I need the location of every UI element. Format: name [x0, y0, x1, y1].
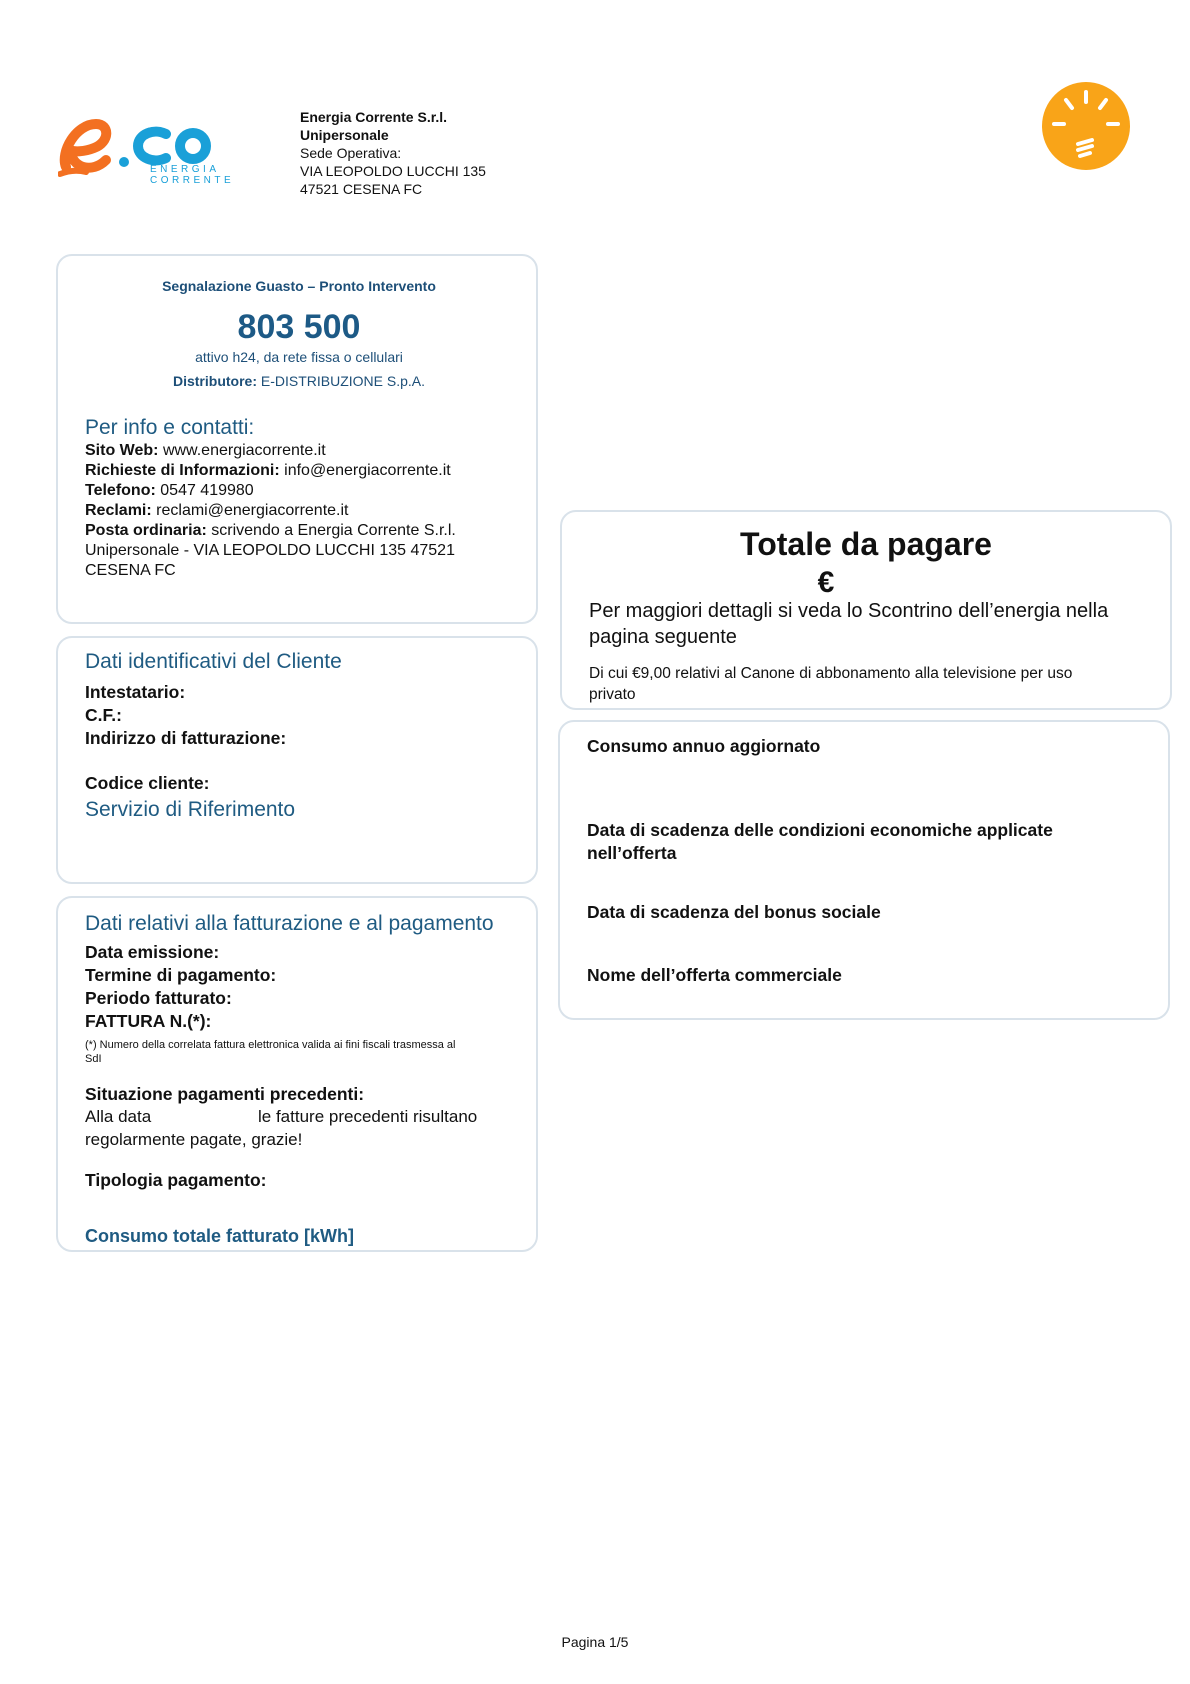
- guasto-phone[interactable]: 803 500: [237, 308, 361, 346]
- company-logo: [58, 112, 233, 192]
- issue-date-label: Data emissione:: [85, 942, 220, 962]
- conditions-expiry-line-1: Data di scadenza delle condizioni economiche applicate: [587, 820, 1053, 840]
- holder-label: Intestatario:: [85, 682, 186, 702]
- site-label: Sito Web:: [85, 442, 159, 459]
- cf-label: C.F.:: [85, 705, 122, 725]
- details-line-2: pagina seguente: [589, 626, 737, 648]
- billing-title: Dati relativi alla fatturazione e al pagamento: [85, 912, 494, 935]
- mail-value-3: CESENA FC: [85, 562, 176, 579]
- total-title: Totale da pagare: [740, 526, 992, 562]
- distributor-label: Distributore:: [172, 373, 257, 389]
- annual-consumption-label: Consumo annuo aggiornato: [587, 736, 821, 756]
- guasto-title: Segnalazione Guasto – Pronto Intervento: [162, 278, 436, 294]
- details-line-1: Per maggiori dettagli si veda lo Scontrino dell’energia nella: [589, 600, 1109, 622]
- guasto-availability: attivo h24, da rete fissa o cellulari: [195, 349, 403, 365]
- phone-value[interactable]: 0547 419980: [160, 482, 254, 499]
- total-currency: €: [817, 566, 835, 599]
- previous-payments-line-2: regolarmente pagate, grazie!: [85, 1130, 303, 1149]
- footnote-line-1: (*) Numero della correlata fattura elettronica valida ai fini fiscali trasmessa al: [85, 1039, 456, 1051]
- service-title: Servizio di Riferimento: [85, 798, 296, 821]
- period-label: Periodo fatturato:: [85, 988, 232, 1008]
- page-number: Pagina 1/5: [561, 1634, 629, 1650]
- logo-subtitle-1: ENERGIA: [150, 164, 220, 175]
- company-info: [300, 108, 486, 198]
- canone-line-1: Di cui €9,00 relativi al Canone di abbonamento alla televisione per uso: [589, 665, 1073, 682]
- previous-payments-title: Situazione pagamenti precedenti:: [85, 1084, 365, 1104]
- distributor-line: [58, 373, 540, 389]
- address-line-1: VIA LEOPOLDO LUCCHI 135: [300, 163, 486, 179]
- distributor-value: E-DISTRIBUZIONE S.p.A.: [260, 373, 426, 389]
- social-bonus-label: Data di scadenza del bonus sociale: [587, 902, 881, 922]
- total-consumption-title: Consumo totale fatturato [kWh]: [85, 1226, 354, 1246]
- contact-site: [85, 442, 326, 460]
- due-date-label: Termine di pagamento:: [85, 965, 277, 985]
- claims-value[interactable]: reclami@energiacorrente.it: [156, 502, 349, 519]
- billing-card: [56, 896, 538, 1252]
- contact-mail: [85, 522, 456, 540]
- mail-label: Posta ordinaria:: [85, 522, 207, 539]
- conditions-expiry-line-2: nell’offerta: [587, 843, 677, 863]
- canone-line-2: privato: [589, 686, 636, 703]
- site-value[interactable]: www.energiacorrente.it: [162, 442, 326, 459]
- customer-code-label: Codice cliente:: [85, 773, 210, 793]
- logo-subtitle-2: CORRENTE: [150, 175, 235, 186]
- mail-value-1: scrivendo a Energia Corrente S.r.l.: [211, 522, 456, 539]
- previous-payments-line-1a: Alla data: [85, 1107, 152, 1126]
- previous-payments-line-1b: le fatture precedenti risultano: [258, 1107, 478, 1126]
- support-card: [56, 254, 538, 624]
- company-form: Unipersonale: [300, 127, 389, 143]
- payment-type-label: Tipologia pagamento:: [85, 1170, 267, 1190]
- company-name: Energia Corrente S.r.l.: [300, 109, 448, 125]
- customer-title: Dati identificativi del Cliente: [85, 650, 342, 673]
- footnote-line-2: SdI: [85, 1053, 102, 1065]
- address-line-2: 47521 CESENA FC: [300, 181, 423, 197]
- phone-label: Telefono:: [85, 482, 156, 499]
- info-label: Richieste di Informazioni:: [85, 462, 280, 479]
- customer-card: [56, 636, 538, 884]
- sede-label: Sede Operativa:: [300, 145, 402, 161]
- info-value[interactable]: info@energiacorrente.it: [284, 462, 451, 479]
- contact-phone: [85, 482, 254, 500]
- claims-label: Reclami:: [85, 502, 152, 519]
- invoice-number-label: FATTURA N.(*):: [85, 1011, 212, 1031]
- contacts-title: Per info e contatti:: [85, 416, 255, 439]
- total-card: [560, 510, 1172, 710]
- consumption-card: [558, 720, 1170, 1020]
- contact-info: [85, 462, 451, 480]
- mail-value-2: Unipersonale - VIA LEOPOLDO LUCCHI 135 47521: [85, 542, 455, 559]
- contact-claims: [85, 502, 348, 520]
- billing-address-label: Indirizzo di fatturazione:: [85, 728, 287, 748]
- sun-badge-icon: [1040, 80, 1132, 172]
- offer-name-label: Nome dell’offerta commerciale: [587, 965, 842, 985]
